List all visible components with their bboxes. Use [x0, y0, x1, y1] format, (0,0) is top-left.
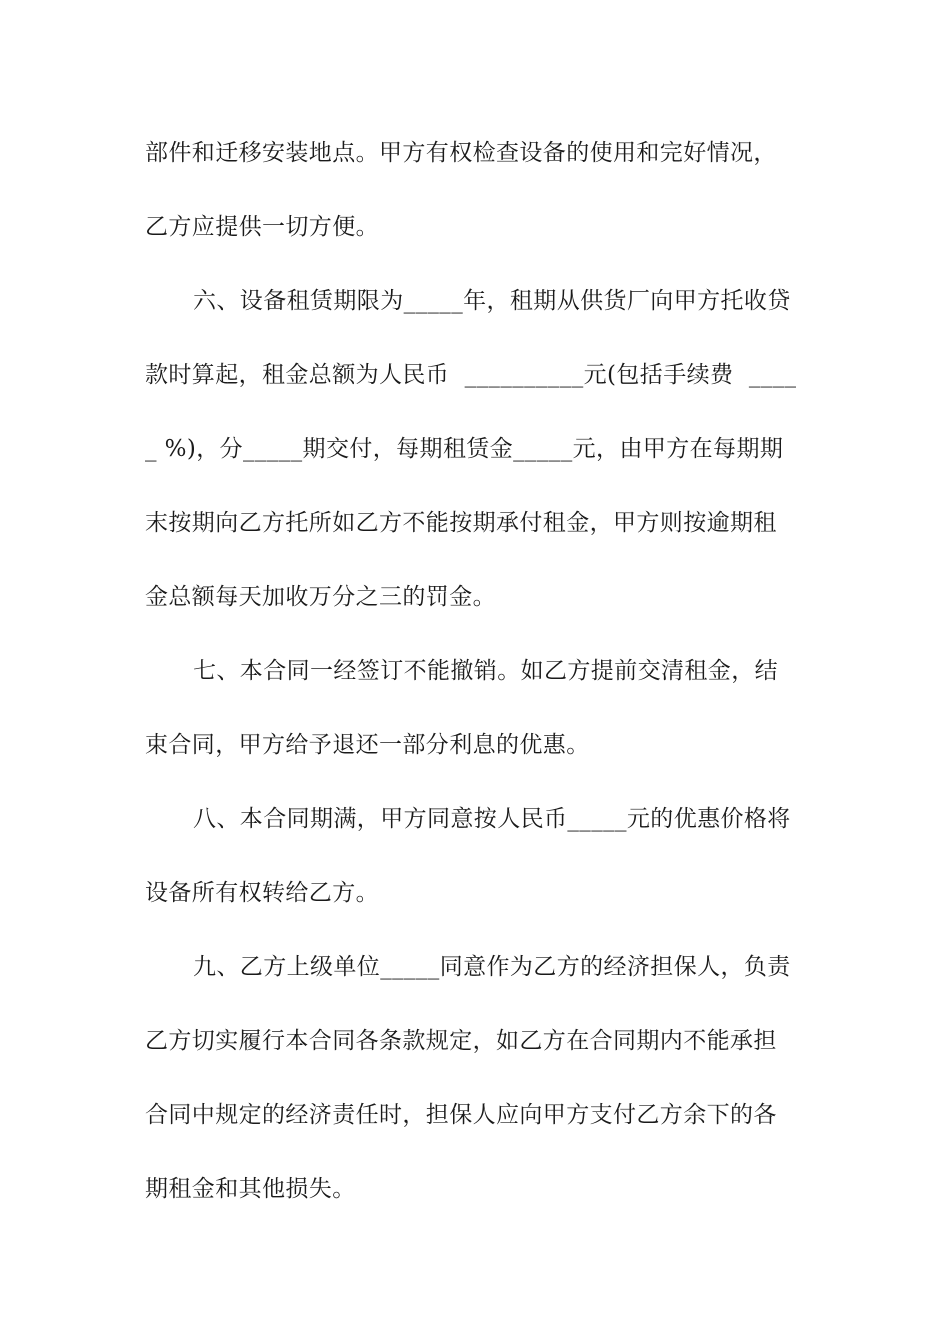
text-line: 金总额每天加收万分之三的罚金。: [145, 584, 496, 610]
clause-7-start: 七、本合同一经签订不能撤销。如乙方提前交清租金，结: [193, 658, 778, 684]
text-line: 合同中规定的经济责任时，担保人应向甲方支付乙方余下的各: [145, 1102, 777, 1128]
text-line: _ %)，分_____期交付，每期租赁金_____元，由甲方在每期期: [145, 436, 784, 462]
text-line: 束合同，甲方给予退还一部分利息的优惠。: [145, 732, 590, 758]
text-line: 期租金和其他损失。: [145, 1176, 356, 1202]
text-line: 乙方切实履行本合同各条款规定，如乙方在合同期内不能承担: [145, 1028, 777, 1054]
clause-6-start: 六、设备租赁期限为_____年，租期从供货厂向甲方托收贷: [193, 288, 791, 314]
text-line: 部件和迁移安装地点。甲方有权检查设备的使用和完好情况，: [145, 140, 777, 166]
clause-8-start: 八、本合同期满，甲方同意按人民币_____元的优惠价格将: [193, 806, 791, 832]
text-line: 款时算起，租金总额为人民币 __________元(包括手续费 ____: [145, 362, 797, 388]
clause-9-start: 九、乙方上级单位_____同意作为乙方的经济担保人，负责: [193, 954, 791, 980]
text-line: 乙方应提供一切方便。: [145, 214, 379, 240]
text-line: 设备所有权转给乙方。: [145, 880, 379, 906]
text-line: 末按期向乙方托所如乙方不能按期承付租金，甲方则按逾期租: [145, 510, 777, 536]
